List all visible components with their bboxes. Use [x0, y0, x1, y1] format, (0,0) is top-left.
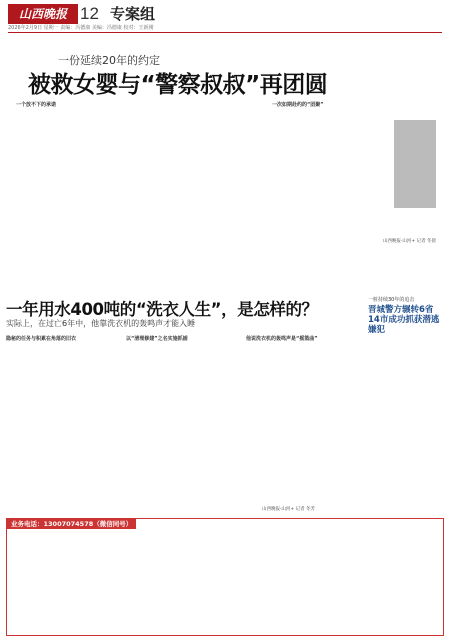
- story2-credit: 山西晚报·山河+ 记者 冬芳: [262, 507, 316, 512]
- story2-subhead: 实际上，在过亡6年中，他靠洗衣机的轰鸣声才能入睡: [6, 319, 196, 328]
- story1-subhead-2: 一次如期赴约的“团聚”: [272, 102, 324, 108]
- story2-body: [6, 334, 362, 512]
- story1-col-3: [272, 100, 392, 250]
- section-title: 专案组: [110, 5, 156, 23]
- side-story: [368, 296, 444, 516]
- story1-byline: 山西晚报·山河+ 记者 冬晨: [382, 239, 436, 244]
- masthead: [8, 4, 442, 30]
- story1-col-2: [144, 100, 264, 250]
- side-body: [368, 337, 444, 527]
- paper-name: 山西晚报: [8, 4, 78, 24]
- story1-headline: 被救女婴与“警察叔叔”再团圆: [28, 72, 328, 98]
- side-title: 晋城警方辗转6省14市成功抓获潜逃嫌犯: [368, 305, 440, 335]
- story2-col-2: [126, 334, 238, 512]
- story2-col-1: [6, 334, 118, 512]
- side-kicker: 一桩持续30年的追击: [368, 297, 415, 303]
- story1-col-1: [16, 100, 136, 250]
- story1-body: [16, 100, 436, 250]
- story2-subhead-a: 隐秘的任务与积累在角落的旧衣: [6, 336, 77, 342]
- classified-ads: [6, 518, 444, 636]
- story2-subhead-c: 他说洗衣机的轰鸣声是“摇篮曲”: [246, 336, 318, 342]
- story2-col-3: [246, 334, 358, 512]
- story2-subhead-b: 以“清理修建”之名实施抓捕: [126, 336, 188, 342]
- masthead-divider: [8, 32, 442, 33]
- story1-subhead-1: 一个放不下的承诺: [16, 102, 57, 108]
- story1-kicker: 一份延续20年的约定: [58, 54, 160, 67]
- story2-headline: 一年用水400吨的“洗衣人生”，是怎样的？: [6, 300, 318, 319]
- story1-photo: [394, 120, 436, 208]
- ad-header: 业务电话：13007074578（微信同号）: [7, 519, 136, 529]
- dateline: 2026年2月9日 星期一 责编：冯德康 美编：冯德康 校对：王新刚: [8, 25, 154, 31]
- page-number: 12: [80, 4, 99, 23]
